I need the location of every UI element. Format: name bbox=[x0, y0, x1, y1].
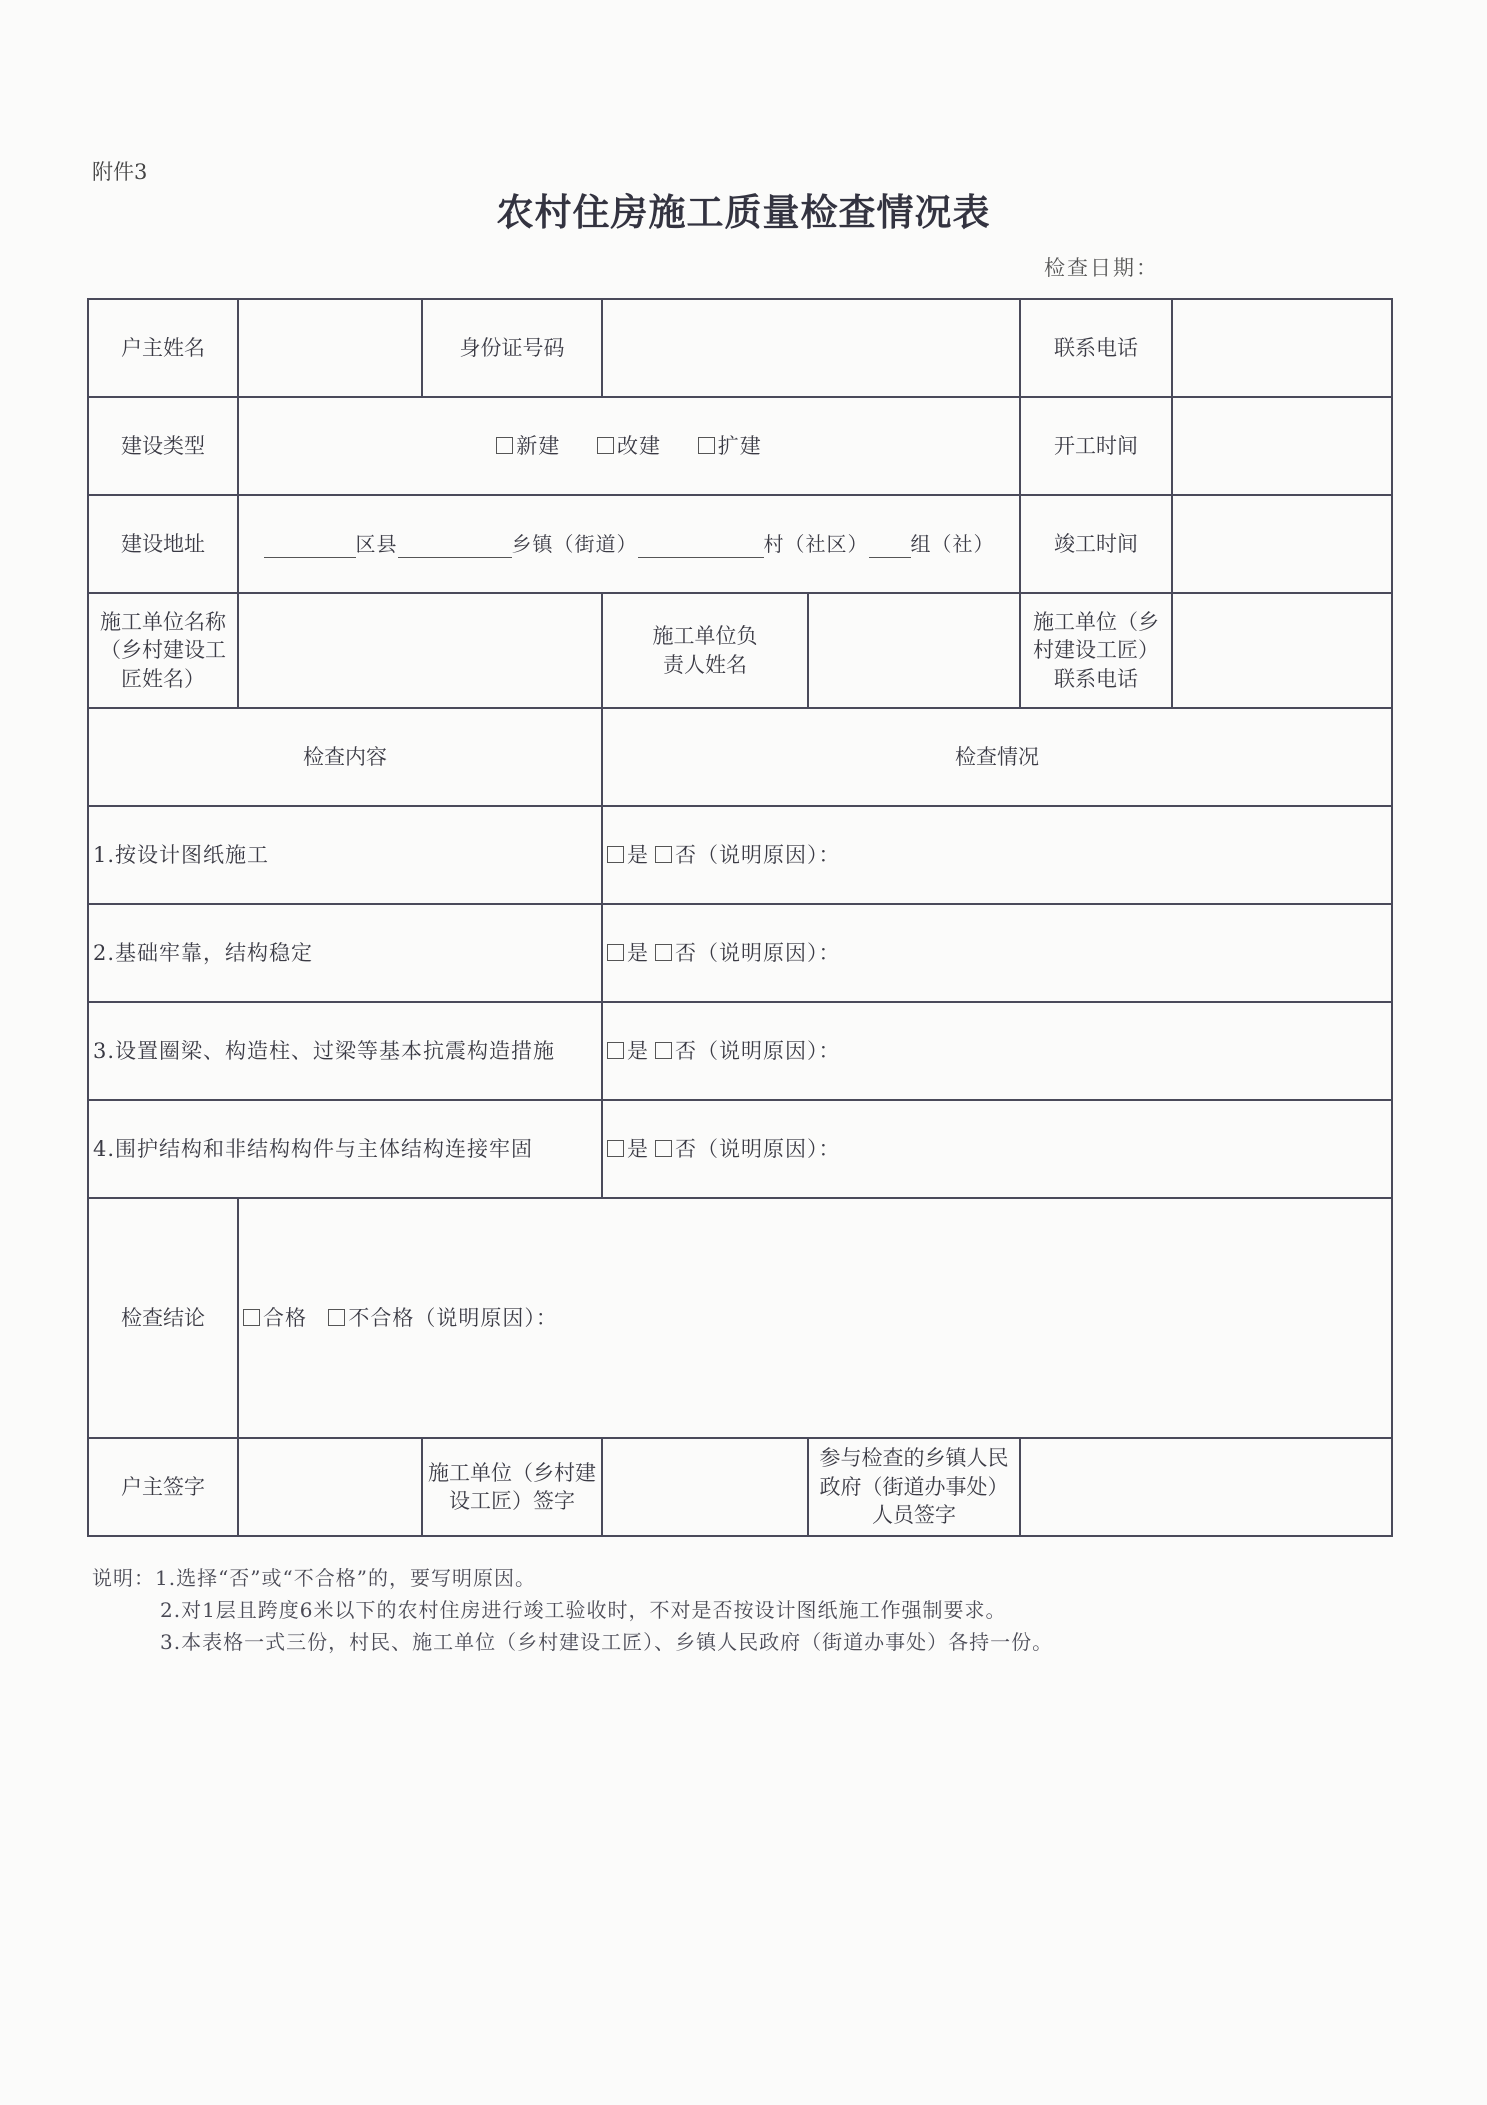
no-label: 否（说明原因）： bbox=[675, 1136, 841, 1161]
township-text: 乡镇（街道） bbox=[511, 531, 638, 556]
inspection-header-row bbox=[88, 708, 1392, 806]
end-time-field[interactable] bbox=[1172, 495, 1392, 593]
inspection-status-2 bbox=[602, 904, 1392, 1002]
no-label: 否（说明原因）： bbox=[675, 842, 841, 867]
rebuild-checkbox[interactable] bbox=[597, 437, 614, 454]
yes-checkbox[interactable] bbox=[607, 1140, 624, 1157]
group-text: 组（社） bbox=[910, 531, 995, 556]
note-2: 2.对1层且跨度6米以下的农村住房进行竣工验收时，不对是否按设计图纸施工作强制要求。 bbox=[160, 1598, 1007, 1622]
inspection-item-2: 2.基础牢靠，结构稳定 bbox=[88, 904, 602, 1002]
address-field[interactable] bbox=[238, 495, 1020, 593]
inspection-form-table bbox=[87, 298, 1393, 1537]
owner-name-field[interactable] bbox=[238, 299, 422, 397]
unit-row bbox=[88, 593, 1392, 708]
inspection-item-4: 4.围护结构和非结构构件与主体结构连接牢固 bbox=[88, 1100, 602, 1198]
phone-label: 联系电话 bbox=[1020, 299, 1172, 397]
conclusion-label: 检查结论 bbox=[88, 1198, 238, 1438]
no-checkbox[interactable] bbox=[655, 944, 672, 961]
start-time-field[interactable] bbox=[1172, 397, 1392, 495]
id-number-field[interactable] bbox=[602, 299, 1020, 397]
notes bbox=[92, 1562, 1053, 1658]
unit-name-label: 施工单位名称（乡村建设工匠姓名） bbox=[88, 593, 238, 708]
unit-sign-label: 施工单位（乡村建设工匠）签字 bbox=[422, 1438, 602, 1536]
yes-checkbox[interactable] bbox=[607, 846, 624, 863]
inspection-item-1: 1.按设计图纸施工 bbox=[88, 806, 602, 904]
unit-sign-field[interactable] bbox=[602, 1438, 808, 1536]
form-title: 农村住房施工质量检查情况表 bbox=[496, 190, 991, 234]
unit-phone-label: 施工单位（乡村建设工匠）联系电话 bbox=[1020, 593, 1172, 708]
no-checkbox[interactable] bbox=[655, 846, 672, 863]
inspection-item-row bbox=[88, 1100, 1392, 1198]
owner-sign-label: 户主签字 bbox=[88, 1438, 238, 1536]
phone-field[interactable] bbox=[1172, 299, 1392, 397]
unit-head-field[interactable] bbox=[808, 593, 1020, 708]
district-blank[interactable] bbox=[264, 537, 356, 558]
fail-label: 不合格（说明原因）： bbox=[348, 1305, 558, 1330]
extend-option: 扩建 bbox=[717, 433, 762, 458]
start-time-label: 开工时间 bbox=[1020, 397, 1172, 495]
no-label: 否（说明原因）： bbox=[675, 940, 841, 965]
pass-checkbox[interactable] bbox=[243, 1309, 260, 1326]
end-time-label: 竣工时间 bbox=[1020, 495, 1172, 593]
owner-name-label: 户主姓名 bbox=[88, 299, 238, 397]
address-row bbox=[88, 495, 1392, 593]
build-type-options bbox=[238, 397, 1020, 495]
yes-label: 是 bbox=[627, 1038, 649, 1063]
fail-checkbox[interactable] bbox=[328, 1309, 345, 1326]
new-build-checkbox[interactable] bbox=[496, 437, 513, 454]
inspection-status-3 bbox=[602, 1002, 1392, 1100]
no-checkbox[interactable] bbox=[655, 1042, 672, 1059]
content-header: 检查内容 bbox=[88, 708, 602, 806]
extend-checkbox[interactable] bbox=[698, 437, 715, 454]
group-blank[interactable] bbox=[869, 537, 911, 558]
inspection-item-3: 3.设置圈梁、构造柱、过梁等基本抗震构造措施 bbox=[88, 1002, 602, 1100]
inspection-status-4 bbox=[602, 1100, 1392, 1198]
yes-label: 是 bbox=[627, 1136, 649, 1161]
village-text: 村（社区） bbox=[763, 531, 869, 556]
inspection-item-row bbox=[88, 904, 1392, 1002]
no-checkbox[interactable] bbox=[655, 1140, 672, 1157]
yes-checkbox[interactable] bbox=[607, 1042, 624, 1059]
township-blank[interactable] bbox=[398, 537, 512, 558]
pass-label: 合格 bbox=[263, 1305, 307, 1330]
yes-label: 是 bbox=[627, 940, 649, 965]
yes-label: 是 bbox=[627, 842, 649, 867]
owner-row bbox=[88, 299, 1392, 397]
conclusion-field bbox=[238, 1198, 1392, 1438]
yes-checkbox[interactable] bbox=[607, 944, 624, 961]
village-blank[interactable] bbox=[638, 537, 764, 558]
owner-sign-field[interactable] bbox=[238, 1438, 422, 1536]
inspection-status-1 bbox=[602, 806, 1392, 904]
type-row bbox=[88, 397, 1392, 495]
gov-sign-field[interactable] bbox=[1020, 1438, 1392, 1536]
unit-head-label: 施工单位负责人姓名 bbox=[602, 593, 808, 708]
gov-sign-label: 参与检查的乡镇人民政府（街道办事处）人员签字 bbox=[808, 1438, 1020, 1536]
conclusion-row bbox=[88, 1198, 1392, 1438]
signature-row bbox=[88, 1438, 1392, 1536]
build-type-label: 建设类型 bbox=[88, 397, 238, 495]
note-3: 3.本表格一式三份，村民、施工单位（乡村建设工匠）、乡镇人民政府（街道办事处）各持一份。 bbox=[160, 1630, 1054, 1654]
rebuild-option: 改建 bbox=[617, 433, 661, 458]
id-number-label: 身份证号码 bbox=[422, 299, 602, 397]
inspection-date-label: 检查日期： bbox=[1044, 256, 1159, 280]
new-build-option: 新建 bbox=[516, 433, 561, 458]
unit-phone-field[interactable] bbox=[1172, 593, 1392, 708]
no-label: 否（说明原因）： bbox=[675, 1038, 841, 1063]
attachment-label: 附件3 bbox=[92, 160, 148, 184]
unit-name-field[interactable] bbox=[238, 593, 602, 708]
inspection-item-row bbox=[88, 1002, 1392, 1100]
district-text: 区县 bbox=[355, 531, 398, 556]
note-1: 说明：1.选择“否”或“不合格”的，要写明原因。 bbox=[92, 1566, 536, 1590]
inspection-item-row bbox=[88, 806, 1392, 904]
address-label: 建设地址 bbox=[88, 495, 238, 593]
status-header: 检查情况 bbox=[602, 708, 1392, 806]
